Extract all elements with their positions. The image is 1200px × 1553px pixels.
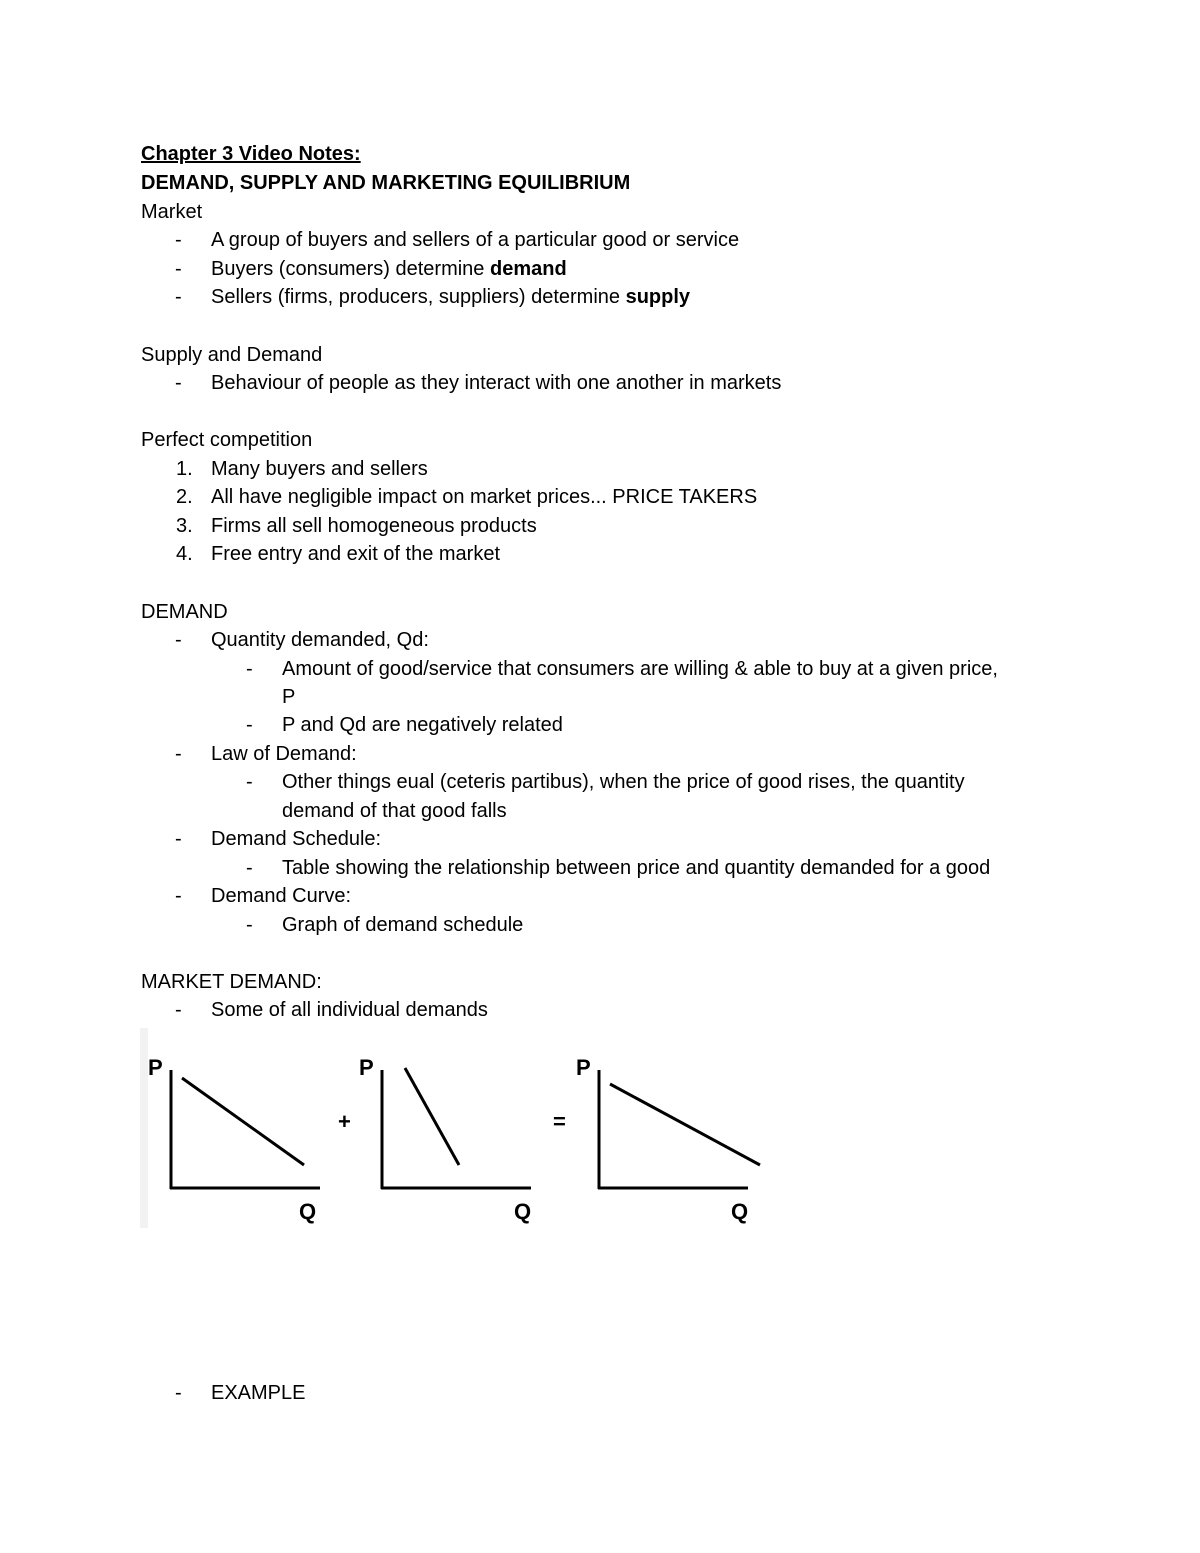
demand-curve: [610, 1084, 760, 1165]
p-axis-label: P: [576, 1055, 591, 1080]
q-axis-label: Q: [299, 1199, 317, 1224]
list-item: Amount of good/service that consumers are willing & able to buy at a given price,: [282, 658, 998, 680]
bullet-dash: -: [175, 258, 182, 280]
list-item: Quantity demanded, Qd:: [211, 629, 429, 651]
bullet-dash: -: [175, 828, 182, 850]
list-item: Firms all sell homogeneous products: [211, 515, 537, 537]
list-item: Table showing the relationship between price and quantity demanded for a good: [282, 857, 991, 879]
q-axis-label: Q: [731, 1199, 749, 1224]
individual-demand-graph-1: [148, 1055, 320, 1224]
market-demand-diagram: [140, 1028, 780, 1233]
p-axis-label: P: [148, 1055, 163, 1080]
list-item-continuation: demand of that good falls: [282, 800, 507, 822]
section-heading-perfect-competition: Perfect competition: [141, 429, 313, 451]
bullet-dash: -: [246, 658, 253, 680]
list-item: Demand Curve:: [211, 885, 352, 907]
bullet-dash: -: [175, 1382, 182, 1404]
bullet-dash: -: [246, 914, 253, 936]
diagram-edge-shade: [140, 1028, 148, 1228]
list-number: 1.: [176, 458, 193, 480]
demand-curve: [182, 1078, 304, 1165]
section-heading-supply-demand: Supply and Demand: [141, 344, 323, 366]
list-item: Other things eual (ceteris partibus), when the price of good rises, the quantity: [282, 771, 965, 793]
list-item: Buyers (consumers) determine demand: [211, 258, 567, 280]
list-item-continuation: P: [282, 686, 296, 708]
bullet-dash: -: [246, 771, 253, 793]
bullet-dash: -: [246, 714, 253, 736]
list-number: 2.: [176, 486, 193, 508]
list-item: P and Qd are negatively related: [282, 714, 563, 736]
list-number: 4.: [176, 543, 193, 565]
list-number: 3.: [176, 515, 193, 537]
list-item: Behaviour of people as they interact with one another in markets: [211, 372, 782, 394]
list-item: Law of Demand:: [211, 743, 357, 765]
list-item: Many buyers and sellers: [211, 458, 428, 480]
section-heading-demand: DEMAND: [141, 601, 228, 623]
equals-sign: =: [553, 1109, 566, 1134]
section-heading-market: Market: [141, 201, 203, 223]
list-item: All have negligible impact on market prices... PRICE TAKERS: [211, 486, 758, 508]
list-item: Demand Schedule:: [211, 828, 382, 850]
bullet-dash: -: [175, 885, 182, 907]
bullet-dash: -: [175, 999, 182, 1021]
bullet-dash: -: [175, 372, 182, 394]
individual-demand-graph-2: [359, 1055, 531, 1224]
page-title: Chapter 3 Video Notes:: [141, 143, 361, 165]
page-subtitle: DEMAND, SUPPLY AND MARKETING EQUILIBRIUM: [141, 172, 631, 194]
q-axis-label: Q: [514, 1199, 532, 1224]
market-demand-graph: [576, 1055, 760, 1224]
p-axis-label: P: [359, 1055, 374, 1080]
list-item: A group of buyers and sellers of a particular good or service: [211, 229, 740, 251]
demand-curve: [405, 1068, 459, 1165]
bullet-dash: -: [175, 743, 182, 765]
section-heading-market-demand: MARKET DEMAND:: [141, 971, 322, 993]
list-item: Free entry and exit of the market: [211, 543, 501, 565]
bullet-dash: -: [175, 286, 182, 308]
list-item: Graph of demand schedule: [282, 914, 524, 936]
list-item: Sellers (firms, producers, suppliers) determine supply: [211, 286, 691, 308]
plus-sign: +: [338, 1109, 351, 1134]
list-item: EXAMPLE: [211, 1382, 306, 1404]
bullet-dash: -: [246, 857, 253, 879]
list-item: Some of all individual demands: [211, 999, 488, 1021]
bullet-dash: -: [175, 229, 182, 251]
bullet-dash: -: [175, 629, 182, 651]
